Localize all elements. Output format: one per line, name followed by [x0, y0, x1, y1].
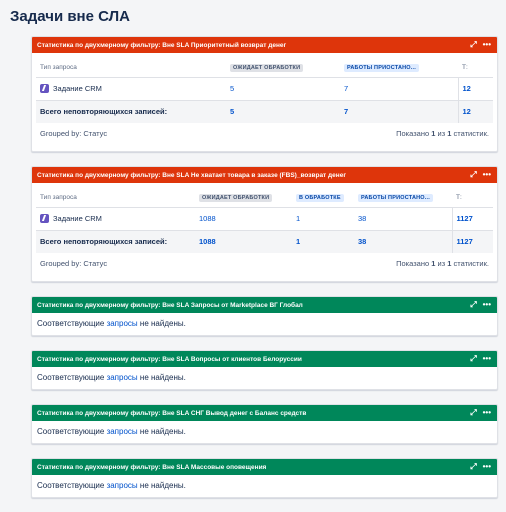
- row-label: Задание CRM: [53, 213, 102, 223]
- expand-icon[interactable]: ⤢: [470, 354, 477, 363]
- col-header-total[interactable]: Т:: [462, 64, 468, 72]
- gadget-footer: [32, 123, 497, 143]
- empty-message: Соответствующие запросы не найдены.: [37, 481, 186, 490]
- table-header-row: [36, 189, 493, 207]
- col-header-type[interactable]: Тип запроса: [40, 194, 77, 202]
- col-header-awaiting[interactable]: ОЖИДАЕТ ОБРАБОТКИ: [199, 194, 272, 202]
- expand-icon[interactable]: ⤢: [470, 300, 477, 309]
- expand-icon[interactable]: ⤢: [470, 170, 477, 179]
- total-cell-link[interactable]: 38: [358, 237, 367, 247]
- requests-link[interactable]: запросы: [106, 319, 138, 328]
- total-cell-link[interactable]: 1088: [199, 237, 216, 247]
- empty-message: Соответствующие запросы не найдены.: [37, 319, 186, 328]
- gadget-priority-refund: [31, 36, 498, 152]
- gadget-header: [32, 37, 497, 53]
- gadget-fbs-shortage: [31, 166, 498, 282]
- requests-link[interactable]: запросы: [106, 373, 138, 382]
- col-header-total[interactable]: Т:: [456, 194, 462, 202]
- requests-link[interactable]: запросы: [106, 481, 138, 490]
- cell-link[interactable]: 7: [344, 84, 349, 93]
- more-icon[interactable]: •••: [482, 40, 491, 49]
- table-header-row: [36, 59, 493, 77]
- gadget-header: [32, 351, 497, 367]
- more-icon[interactable]: •••: [482, 408, 491, 417]
- gadget-title: Статистика по двухмерному фильтру: Вне SLA Приоритетный возврат денег: [37, 41, 287, 49]
- row-total-link[interactable]: 1127: [456, 214, 473, 223]
- gadget-header: [32, 405, 497, 421]
- gadget-header: [32, 297, 497, 313]
- gadget-title: Статистика по двухмерному фильтру: Вне SLA Не хватает товара в заказе (FBS)_возврат денег: [37, 171, 347, 179]
- expand-icon[interactable]: ⤢: [470, 40, 477, 49]
- cell-link[interactable]: 1088: [199, 214, 216, 223]
- gadget-body: [32, 183, 497, 253]
- total-cell-link[interactable]: 1: [296, 237, 301, 247]
- col-header-type[interactable]: Тип запроса: [40, 64, 77, 72]
- total-label: Всего неповторяющихся записей:: [36, 230, 195, 253]
- grand-total-link[interactable]: 1127: [456, 237, 473, 247]
- table-row: [36, 207, 493, 230]
- more-icon[interactable]: •••: [482, 354, 491, 363]
- crm-task-icon: [40, 214, 49, 223]
- gadget-title: Статистика по двухмерному фильтру: Вне SLA Массовые оповещения: [37, 463, 267, 471]
- col-header-in-progress[interactable]: В ОБРАБОТКЕ: [296, 194, 344, 202]
- total-cell-link[interactable]: 5: [230, 107, 235, 117]
- shown-count: Показано 1 из 1 статистик.: [396, 258, 489, 268]
- more-icon[interactable]: •••: [482, 462, 491, 471]
- gadget-body: [32, 53, 497, 123]
- empty-message: Соответствующие запросы не найдены.: [37, 373, 186, 382]
- stats-table: [36, 59, 493, 123]
- total-row: [36, 100, 493, 123]
- gadget-title: Статистика по двухмерному фильтру: Вне SLA СНГ Вывод денег с Баланс средств: [37, 409, 307, 417]
- more-icon[interactable]: •••: [482, 300, 491, 309]
- cell-link[interactable]: 38: [358, 214, 367, 223]
- grouped-by: Grouped by: Статус: [40, 128, 108, 138]
- shown-count: Показано 1 из 1 статистик.: [396, 128, 489, 138]
- total-cell-link[interactable]: 7: [344, 107, 349, 117]
- col-header-suspended[interactable]: РАБОТЫ ПРИОСТАНО...: [358, 194, 433, 202]
- expand-icon[interactable]: ⤢: [470, 462, 477, 471]
- gadget-title: Статистика по двухмерному фильтру: Вне SLA Вопросы от клиентов Белоруссии: [37, 355, 302, 363]
- row-label: Задание CRM: [53, 83, 102, 93]
- grand-total-link[interactable]: 12: [462, 107, 471, 117]
- cell-link[interactable]: 1: [296, 214, 301, 223]
- more-icon[interactable]: •••: [482, 170, 491, 179]
- col-header-awaiting[interactable]: ОЖИДАЕТ ОБРАБОТКИ: [230, 64, 303, 72]
- page-title: Задачи вне СЛА: [10, 8, 130, 25]
- gadget-belarus: [31, 350, 498, 390]
- requests-link[interactable]: запросы: [106, 427, 138, 436]
- gadget-mass-notifications: [31, 458, 498, 498]
- gadget-marketplace: [31, 296, 498, 336]
- col-header-suspended[interactable]: РАБОТЫ ПРИОСТАНО...: [344, 64, 419, 72]
- gadget-header: [32, 167, 497, 183]
- gadget-title: Статистика по двухмерному фильтру: Вне SLA Запросы от Marketplace ВГ Глобал: [37, 301, 303, 309]
- empty-message: Соответствующие запросы не найдены.: [37, 427, 186, 436]
- row-total-link[interactable]: 12: [462, 84, 471, 93]
- table-row: [36, 77, 493, 100]
- total-label: Всего неповторяющихся записей:: [36, 100, 226, 123]
- crm-task-icon: [40, 84, 49, 93]
- cell-link[interactable]: 5: [230, 84, 235, 93]
- gadget-header: [32, 459, 497, 475]
- gadget-cis-withdrawal: [31, 404, 498, 444]
- expand-icon[interactable]: ⤢: [470, 408, 477, 417]
- stats-table: [36, 189, 493, 253]
- total-row: [36, 230, 493, 253]
- grouped-by: Grouped by: Статус: [40, 258, 108, 268]
- gadget-footer: [32, 253, 497, 273]
